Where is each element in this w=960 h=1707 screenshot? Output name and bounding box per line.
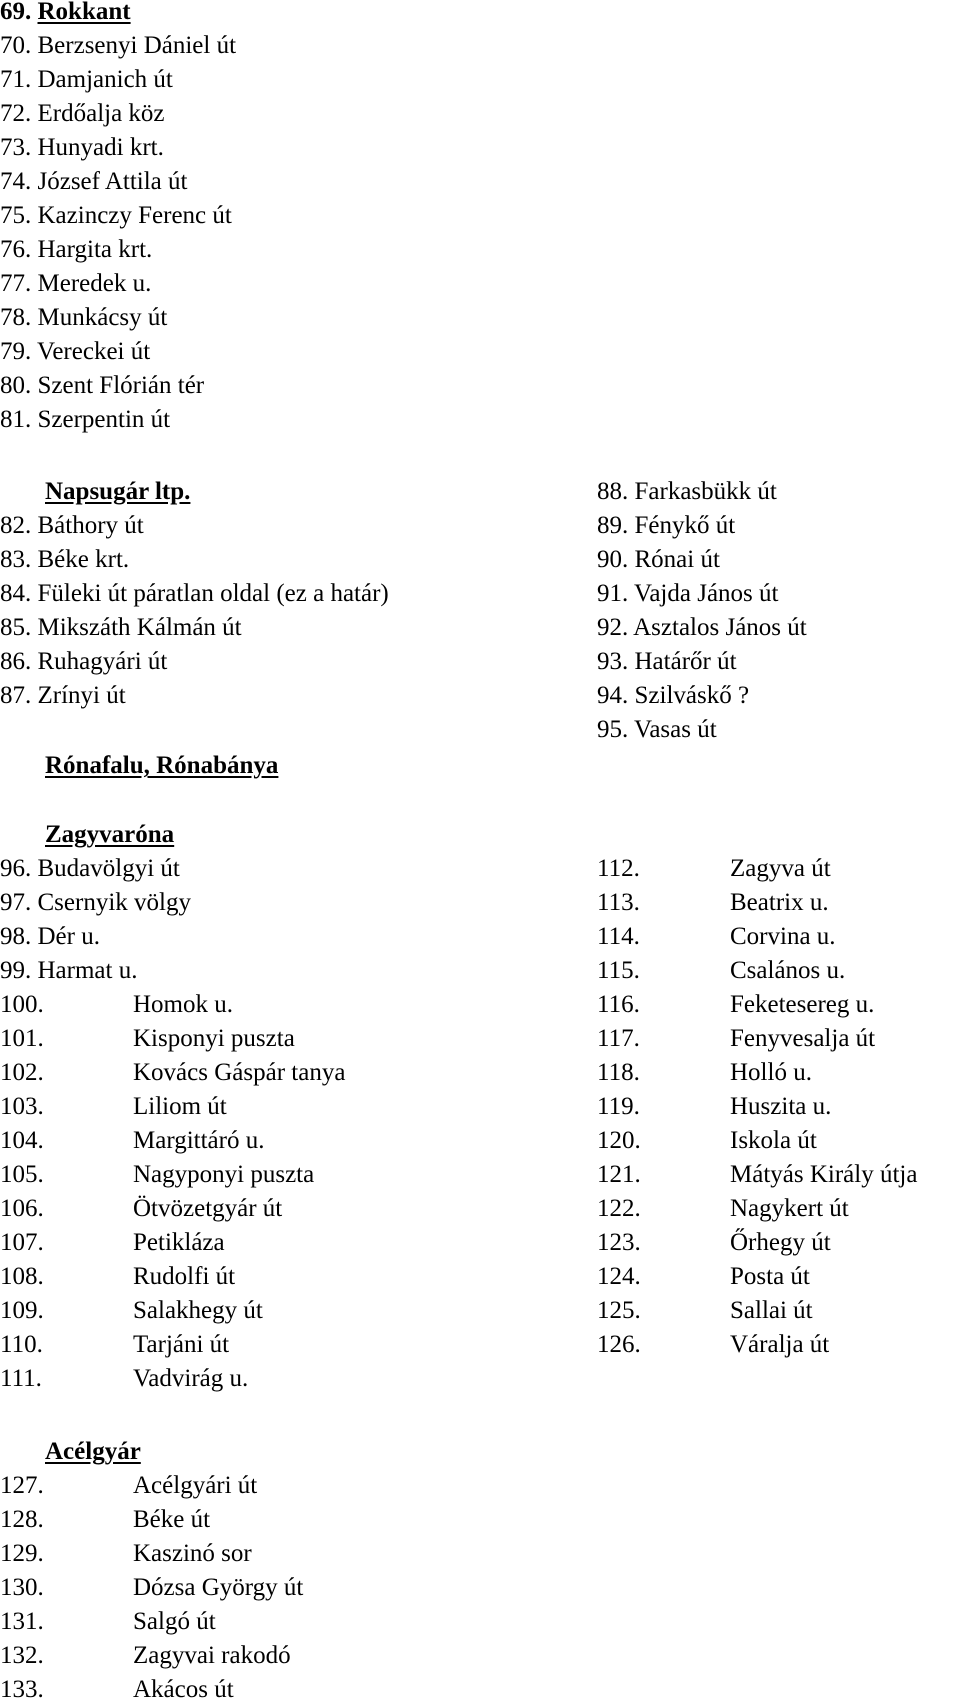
list-item-name: Ötvözetgyár út — [133, 1195, 283, 1222]
list-item-number: 115. — [597, 957, 640, 984]
list-item-name: Kisponyi puszta — [133, 1025, 295, 1052]
list-item-number: 105. — [0, 1161, 44, 1188]
list-item-name: Corvina u. — [730, 923, 836, 950]
list-item-name: Kovács Gáspár tanya — [133, 1059, 346, 1086]
list-item-number: 108. — [0, 1263, 44, 1290]
list-item: 70. Berzsenyi Dániel út — [0, 32, 237, 59]
list-item-number: 102. — [0, 1059, 44, 1086]
list-item-number: 116. — [597, 991, 640, 1018]
list-item-number: 107. — [0, 1229, 44, 1256]
list-item-number: 117. — [597, 1025, 640, 1052]
list-item-name: Posta út — [730, 1263, 810, 1290]
list-item: 95. Vasas út — [597, 716, 717, 743]
list-item: 93. Határőr út — [597, 648, 737, 675]
list-item: 72. Erdőalja köz — [0, 100, 165, 127]
list-item: 85. Mikszáth Kálmán út — [0, 614, 242, 641]
list-item-name: Vadvirág u. — [133, 1365, 249, 1392]
list-item-number: 110. — [0, 1331, 43, 1358]
list-item: 96. Budavölgyi út — [0, 855, 180, 882]
list-item-number: 100. — [0, 991, 44, 1018]
list-item-number: 113. — [597, 889, 640, 916]
list-item-name: Fenyvesalja út — [730, 1025, 876, 1052]
list-item-number: 130. — [0, 1574, 44, 1601]
section-heading-zagyvarona: Zagyvaróna — [45, 821, 175, 848]
list-item: 84. Füleki út páratlan oldal (ez a határ) — [0, 580, 389, 607]
list-item-69 — [0, 0, 131, 29]
list-item: 89. Fénykő út — [597, 512, 736, 539]
list-item-name: Őrhegy út — [730, 1229, 831, 1256]
list-item: 74. József Attila út — [0, 168, 188, 195]
list-item-name: Dózsa György út — [133, 1574, 304, 1601]
list-item-name: Béke út — [133, 1506, 211, 1533]
list-item-name: Feketesereg u. — [730, 991, 875, 1018]
item-number: 69. — [0, 0, 32, 25]
list-item-number: 101. — [0, 1025, 44, 1052]
list-item: 80. Szent Flórián tér — [0, 372, 205, 399]
list-item-number: 118. — [597, 1059, 640, 1086]
list-item-name: Beatrix u. — [730, 889, 829, 916]
list-item: 76. Hargita krt. — [0, 236, 153, 263]
list-item: 88. Farkasbükk út — [597, 478, 777, 505]
list-item-name: Acélgyári út — [133, 1472, 258, 1499]
list-item-number: 106. — [0, 1195, 44, 1222]
section-heading-acelgyar: Acélgyár — [45, 1438, 141, 1465]
list-item-name: Zagyva út — [730, 855, 831, 882]
list-item-number: 109. — [0, 1297, 44, 1324]
list-item-number: 114. — [597, 923, 640, 950]
list-item-name: Mátyás Király útja — [730, 1161, 918, 1188]
list-item: 73. Hunyadi krt. — [0, 134, 164, 161]
list-item: 97. Csernyik völgy — [0, 889, 191, 916]
list-item: 91. Vajda János út — [597, 580, 779, 607]
list-item: 79. Vereckei út — [0, 338, 151, 365]
list-item: 71. Damjanich út — [0, 66, 173, 93]
list-item: 83. Béke krt. — [0, 546, 130, 573]
section-heading-ronafalu: Rónafalu, Rónabánya — [45, 752, 279, 779]
list-item-name: Salgó út — [133, 1608, 216, 1635]
list-item: 82. Báthory út — [0, 512, 144, 539]
list-item: 98. Dér u. — [0, 923, 100, 950]
list-item-number: 129. — [0, 1540, 44, 1567]
list-item-name: Akácos út — [133, 1676, 234, 1703]
list-item-number: 126. — [597, 1331, 641, 1358]
list-item-name: Sallai út — [730, 1297, 813, 1324]
list-item-name: Salakhegy út — [133, 1297, 263, 1324]
list-item-name: Nagykert út — [730, 1195, 849, 1222]
list-item-name: Petikláza — [133, 1229, 225, 1256]
list-item-number: 131. — [0, 1608, 44, 1635]
list-item-name: Kaszinó sor — [133, 1540, 252, 1567]
list-item-number: 122. — [597, 1195, 641, 1222]
list-item: 90. Rónai út — [597, 546, 720, 573]
list-item: 78. Munkácsy út — [0, 304, 168, 331]
list-item-name: Liliom út — [133, 1093, 227, 1120]
list-item: 81. Szerpentin út — [0, 406, 171, 433]
list-item-number: 112. — [597, 855, 640, 882]
list-item-name: Zagyvai rakodó — [133, 1642, 291, 1669]
list-item-name: Iskola út — [730, 1127, 817, 1154]
list-item-number: 124. — [597, 1263, 641, 1290]
list-item-name: Homok u. — [133, 991, 233, 1018]
list-item-name: Holló u. — [730, 1059, 812, 1086]
section-heading-napsugar: Napsugár ltp. — [45, 478, 191, 505]
list-item-number: 104. — [0, 1127, 44, 1154]
list-item-number: 132. — [0, 1642, 44, 1669]
list-item-number: 133. — [0, 1676, 44, 1703]
item-name: Rokkant — [37, 0, 131, 25]
list-item: 92. Asztalos János út — [597, 614, 807, 641]
list-item-number: 123. — [597, 1229, 641, 1256]
list-item-number: 119. — [597, 1093, 640, 1120]
list-item-name: Margittáró u. — [133, 1127, 265, 1154]
list-item-name: Tarjáni út — [133, 1331, 230, 1358]
list-item-number: 127. — [0, 1472, 44, 1499]
list-item: 86. Ruhagyári út — [0, 648, 168, 675]
list-item-name: Váralja út — [730, 1331, 830, 1358]
list-item-number: 128. — [0, 1506, 44, 1533]
list-item: 94. Szilváskő ? — [597, 682, 750, 709]
list-item: 75. Kazinczy Ferenc út — [0, 202, 232, 229]
list-item-number: 103. — [0, 1093, 44, 1120]
list-item-number: 125. — [597, 1297, 641, 1324]
list-item-name: Rudolfi út — [133, 1263, 236, 1290]
list-item-name: Huszita u. — [730, 1093, 832, 1120]
list-item: 77. Meredek u. — [0, 270, 152, 297]
list-item-number: 121. — [597, 1161, 641, 1188]
list-item: 99. Harmat u. — [0, 957, 138, 984]
list-item-name: Csalános u. — [730, 957, 846, 984]
list-item-number: 120. — [597, 1127, 641, 1154]
list-item-number: 111. — [0, 1365, 42, 1392]
list-item-name: Nagyponyi puszta — [133, 1161, 315, 1188]
list-item: 87. Zrínyi út — [0, 682, 126, 709]
